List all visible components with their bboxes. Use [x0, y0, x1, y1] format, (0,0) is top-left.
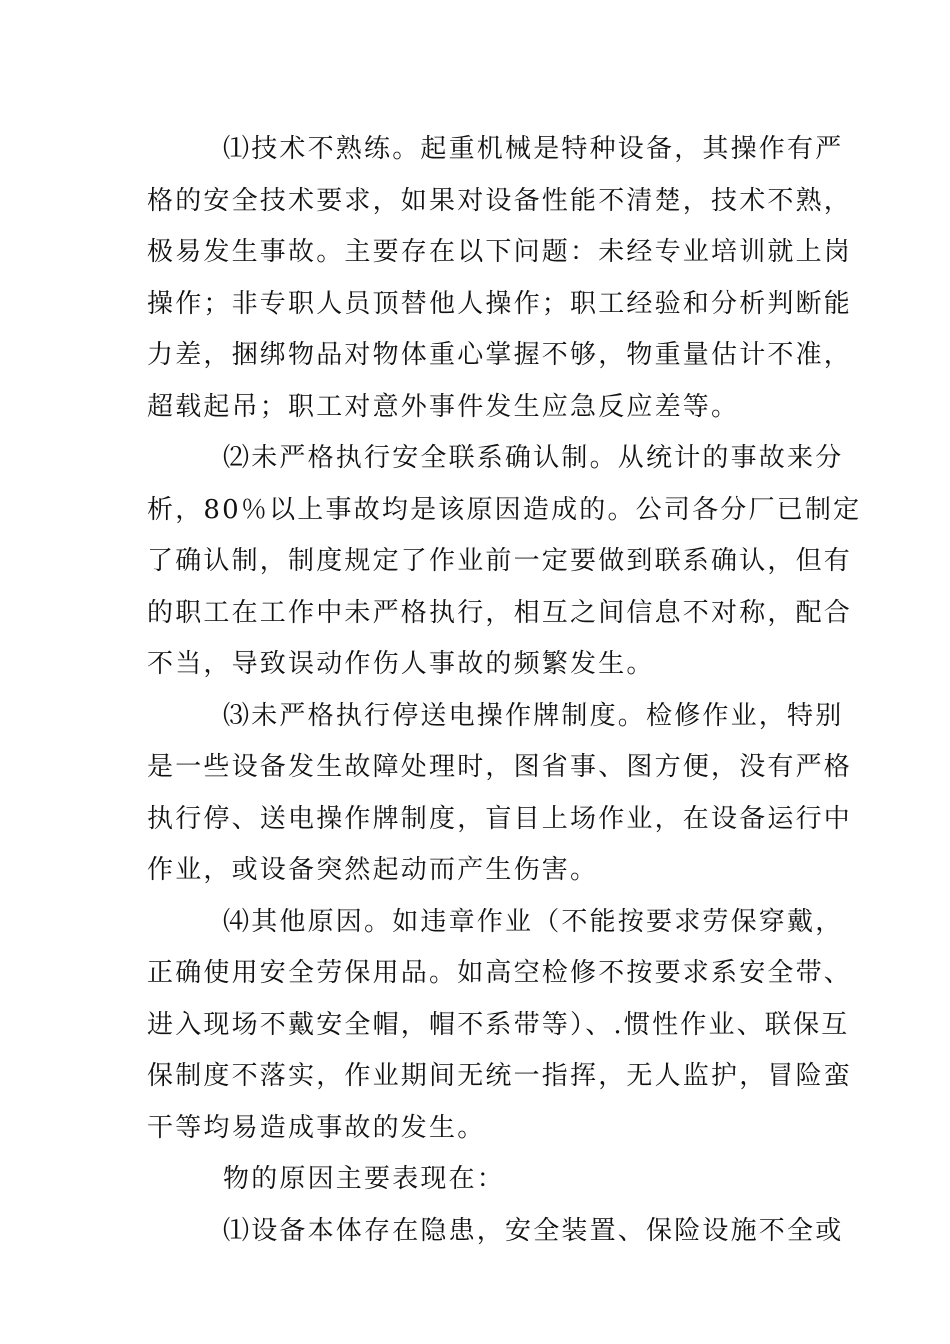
text-line: 执行停、送电操作牌制度，盲目上场作业，在设备运行中	[147, 803, 853, 834]
paragraph-other-causes	[147, 897, 853, 1155]
paragraph-power-tag-system	[147, 691, 853, 897]
text-line: 了确认制，制度规定了作业前一定要做到联系确认，但有	[147, 546, 853, 576]
text-line: 的职工在工作中未严格执行，相互之间信息不对称，配合	[147, 597, 853, 628]
text-line: ⑷其他原因。如违章作业（不能按要求劳保穿戴，	[223, 906, 844, 937]
text-line: ⑴技术不熟练。起重机械是特种设备，其操作有严	[223, 134, 844, 164]
paragraph-skill-deficiency	[147, 124, 853, 433]
text-line: 进入现场不戴安全帽，帽不系带等）、.惯性作业、联保互	[147, 1009, 850, 1040]
text-line: 干等均易造成事故的发生。	[147, 1112, 486, 1143]
text-line: 作业，或设备突然起动而产生伤害。	[147, 855, 599, 885]
text-line: 格的安全技术要求，如果对设备性能不清楚，技术不熟，	[147, 185, 853, 216]
text-line: ⑴设备本体存在隐患，安全装置、保险设施不全或	[223, 1215, 844, 1246]
paragraph-confirmation-system	[147, 433, 862, 691]
text-line: ⑶未严格执行停送电操作牌制度。检修作业，特别	[223, 700, 844, 731]
text-line: 不当，导致误动作伤人事故的频繁发生。	[147, 649, 655, 679]
text-line: 保制度不落实，作业期间无统一指挥，无人监护，冒险蛮	[147, 1061, 853, 1091]
text-line: 超载起吊；职工对意外事件发生应急反应差等。	[147, 391, 740, 422]
text-line: 极易发生事故。主要存在以下问题：未经专业培训就上岗	[147, 237, 853, 267]
paragraph-material-causes-heading	[147, 1154, 807, 1206]
text-line: 析，80％以上事故均是该原因造成的。公司各分厂已制定	[147, 494, 862, 525]
document-body	[147, 124, 862, 1257]
paragraph-equipment-hazards	[147, 1206, 844, 1258]
text-line: ⑵未严格执行安全联系确认制。从统计的事故来分	[223, 443, 844, 473]
text-line: 物的原因主要表现在：	[223, 1164, 506, 1194]
text-line: 正确使用安全劳保用品。如高空检修不按要求系安全带、	[147, 958, 853, 988]
text-line: 是一些设备发生故障处理时，图省事、图方便，没有严格	[147, 752, 853, 782]
text-line: 力差，捆绑物品对物体重心掌握不够，物重量估计不准，	[147, 340, 853, 370]
text-line: 操作；非专职人员顶替他人操作；职工经验和分析判断能	[147, 288, 853, 319]
